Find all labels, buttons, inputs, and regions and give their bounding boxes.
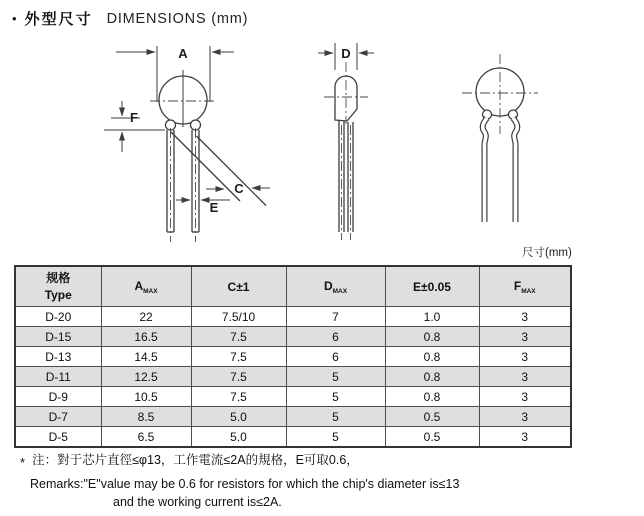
cell-f: 3 <box>479 307 571 327</box>
table-row <box>15 367 571 387</box>
dim-label-f: F <box>130 110 138 125</box>
cell-a: 10.5 <box>101 387 191 407</box>
dimensions-table <box>14 265 572 448</box>
cell-f: 3 <box>479 407 571 427</box>
header-e: E±0.05 <box>385 266 479 307</box>
cell-a: 12.5 <box>101 367 191 387</box>
table-row <box>15 347 571 367</box>
cell-d: 5 <box>286 407 385 427</box>
cell-type: D-11 <box>15 367 101 387</box>
cell-e: 0.8 <box>385 347 479 367</box>
table-row <box>15 427 571 448</box>
header-type <box>15 266 101 307</box>
title-chinese: 外型尺寸 <box>24 11 93 28</box>
cell-a: 16.5 <box>101 327 191 347</box>
title-english: DIMENSIONS (mm) <box>106 10 249 27</box>
cell-e: 0.5 <box>385 407 479 427</box>
cell-d: 7 <box>286 307 385 327</box>
dim-label-a: A <box>178 46 188 61</box>
unit-label: 尺寸(mm) <box>522 247 572 259</box>
cell-a: 14.5 <box>101 347 191 367</box>
cell-a: 8.5 <box>101 407 191 427</box>
cell-c: 5.0 <box>191 407 286 427</box>
cell-e: 0.5 <box>385 427 479 448</box>
dim-label-d: D <box>341 46 351 61</box>
table-row <box>15 407 571 427</box>
cell-d: 6 <box>286 347 385 367</box>
side-view-drawing <box>318 43 374 240</box>
cell-c: 5.0 <box>191 427 286 448</box>
cell-type: D-13 <box>15 347 101 367</box>
cell-e: 0.8 <box>385 327 479 347</box>
kinked-lead-view-drawing <box>462 54 538 222</box>
note-english-line2: and the working current is≤2A. <box>113 495 282 509</box>
dimension-drawings <box>0 0 644 250</box>
header-a: $A_{MAX}$ <box>101 266 191 307</box>
header-type-cn: 规格 <box>46 271 71 286</box>
dim-label-e: E <box>209 200 219 215</box>
cell-c: 7.5 <box>191 367 286 387</box>
cell-e: 0.8 <box>385 387 479 407</box>
cell-a: 22 <box>101 307 191 327</box>
front-view-drawing <box>104 46 270 242</box>
cell-d: 5 <box>286 427 385 448</box>
note-english-line1: Remarks:"E"value may be 0.6 for resistors for which the chip's diameter is≤13 <box>30 477 460 491</box>
cell-type: D-9 <box>15 387 101 407</box>
cell-f: 3 <box>479 387 571 407</box>
header-c: C±1 <box>191 266 286 307</box>
cell-a: 6.5 <box>101 427 191 448</box>
cell-d: 5 <box>286 387 385 407</box>
cell-f: 3 <box>479 327 571 347</box>
table-row <box>15 327 571 347</box>
cell-c: 7.5 <box>191 387 286 407</box>
cell-c: 7.5 <box>191 347 286 367</box>
note-chinese <box>20 450 359 468</box>
cell-f: 3 <box>479 427 571 448</box>
cell-d: 5 <box>286 367 385 387</box>
note-chinese-text: 注：對于芯片直徑≤φ13，工作電流≤2A的規格，E可取0.6， <box>32 453 359 467</box>
cell-type: D-15 <box>15 327 101 347</box>
cell-type: D-20 <box>15 307 101 327</box>
asterisk-icon: * <box>20 455 26 470</box>
table-row <box>15 307 571 327</box>
cell-type: D-5 <box>15 427 101 448</box>
cell-c: 7.5/10 <box>191 307 286 327</box>
cell-d: 6 <box>286 327 385 347</box>
header-f: $F_{MAX}$ <box>479 266 571 307</box>
cell-e: 1.0 <box>385 307 479 327</box>
cell-e: 0.8 <box>385 367 479 387</box>
header-d: $D_{MAX}$ <box>286 266 385 307</box>
cell-type: D-7 <box>15 407 101 427</box>
bullet-icon: • <box>12 11 17 26</box>
dim-label-c: C <box>234 181 244 196</box>
table-header-row <box>15 266 571 307</box>
cell-c: 7.5 <box>191 327 286 347</box>
cell-f: 3 <box>479 347 571 367</box>
header-type-en: Type <box>44 287 72 302</box>
table-row <box>15 387 571 407</box>
cell-f: 3 <box>479 367 571 387</box>
